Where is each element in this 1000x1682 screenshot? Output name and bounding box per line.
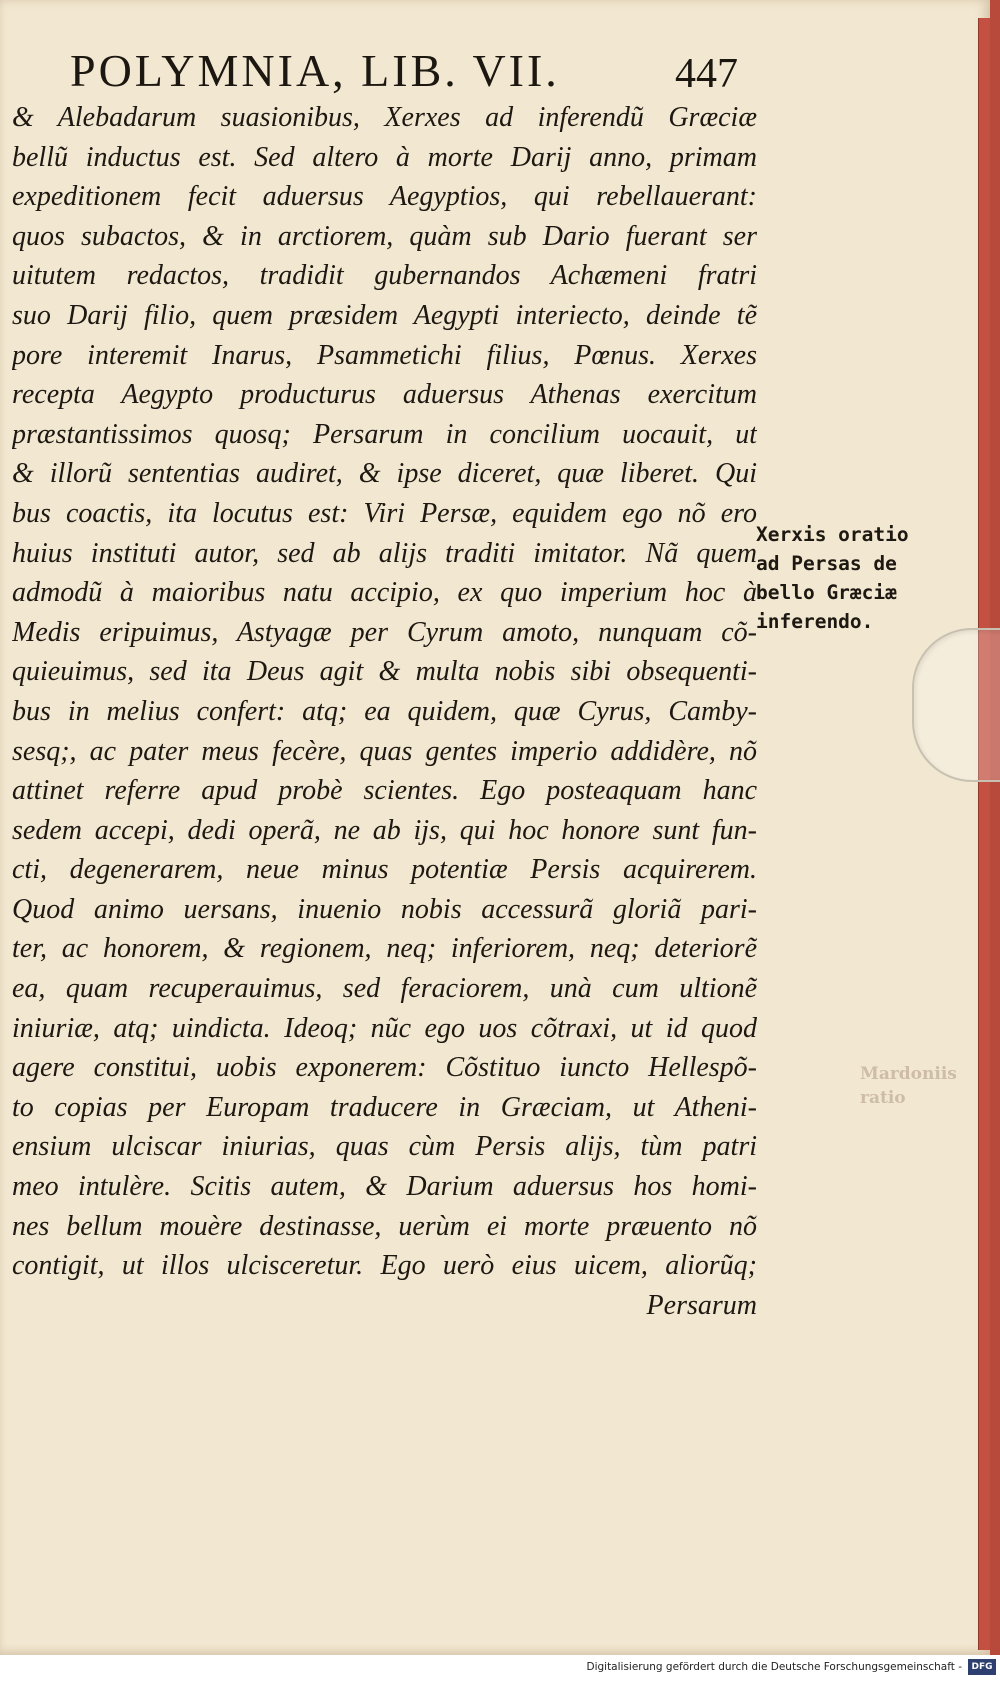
text-line: ter, ac honorem, & regionem, neq; inferiorem, neq; deteriorẽ [12, 933, 757, 965]
margin-note-line: ad Persas de [756, 552, 897, 575]
text-line: quos subactos, & in arctiorem, quàm sub Dario fuerant ser [12, 220, 757, 252]
text-line: agere constitui, uobis exponerem: Cõstituo iuncto Hellespõ- [12, 1052, 757, 1084]
margin-note-line: inferendo. [756, 610, 874, 633]
text-line: to copias per Europam traducere in Græciam, ut Atheni- [12, 1091, 757, 1123]
text-line: pore interemit Inarus, Psammetichi filius, Pœnus. Xerxes [12, 339, 757, 371]
text-line: contigit, ut illos ulcisceretur. Ego uerò eius uicem, aliorũq; [12, 1250, 757, 1282]
footer-bar [0, 1655, 1000, 1682]
catchword: Persarum [646, 1289, 757, 1321]
text-line: bus coactis, ita locutus est: Viri Persæ, equidem ego nõ ero [12, 497, 757, 529]
book-edge [990, 0, 1000, 1655]
text-line: bellũ inductus est. Sed altero à morte Darij anno, primam [12, 141, 757, 173]
text-line: & Alebadarum suasionibus, Xerxes ad inferendũ Græciæ [12, 102, 757, 133]
text-line: ensium ulciscar iniurias, quas cùm Persis alijs, tùm patri [12, 1131, 757, 1163]
text-line: præstantissimos quosq; Persarum in concilium uocauit, ut [12, 418, 757, 450]
text-line: sesq;, ac pater meus fecère, quas gentes imperio addidère, nõ [12, 735, 757, 767]
text-line: bus in melius confert: atq; ea quidem, quæ Cyrus, Camby- [12, 695, 757, 727]
text-line: meo intulère. Scitis autem, & Darium aduersus hos homi- [12, 1171, 757, 1203]
text-line: admodũ à maioribus natu accipio, ex quo imperium hoc à [12, 577, 757, 609]
text-line: & illorũ sententias audiret, & ipse diceret, quæ liberet. Qui [12, 458, 757, 490]
funding-credit: Digitalisierung gefördert durch die Deutsche Forschungsgemeinschaft - [586, 1661, 962, 1673]
show-through-note [860, 1062, 970, 1110]
text-line: Quod animo uersans, inuenio nobis accessurã gloriã pari- [12, 893, 757, 925]
text-line: cti, degenerarem, neue minus potentiæ Persis acquirerem. [12, 854, 757, 886]
margin-note-line: Xerxis oratio [756, 523, 909, 546]
text-line: sedem accepi, dedi operã, ne ab ijs, qui hoc honore sunt fun- [12, 814, 757, 846]
text-line: attinet referre apud probè scientes. Ego posteaquam hanc [12, 775, 757, 807]
text-line: expeditionem fecit aduersus Aegyptios, qui rebellauerant: [12, 181, 757, 213]
running-head: POLYMNIA, LIB. VII. [70, 45, 560, 96]
text-line: nes bellum mouère destinasse, uerùm ei morte præuento nõ [12, 1210, 757, 1242]
text-line: uitutem redactos, tradidit gubernandos Achæmeni fratri [12, 260, 757, 292]
text-line: huius instituti autor, sed ab alijs traditi imitator. Nã quem [12, 537, 757, 569]
page-header [0, 24, 990, 97]
text-line: ea, quam recuperauimus, sed feraciorem, unà cum ultionẽ [12, 973, 757, 1005]
dfg-logo: DFG [968, 1659, 996, 1675]
page-clip [912, 628, 1000, 782]
margin-note-line: bello Græciæ [756, 581, 897, 604]
text-line: recepta Aegypto producturus aduersus Athenas exercitum [12, 379, 757, 411]
margin-note [756, 520, 916, 636]
text-line: quieuimus, sed ita Deus agit & multa nobis sibi obsequenti- [12, 656, 757, 688]
show-through-line: Mardoniis [860, 1064, 957, 1084]
text-line: Medis eripuimus, Astyagæ per Cyrum amoto, nunquam cõ- [12, 616, 757, 648]
text-line: suo Darij filio, quem præsidem Aegypti interiecto, deinde tẽ [12, 299, 757, 331]
page-number: 447 [675, 51, 738, 97]
body-text [12, 98, 757, 1325]
show-through-line: ratio [860, 1088, 906, 1108]
text-line: iniuriæ, atq; uindicta. Ideoq; nũc ego uos cõtraxi, ut id quod [12, 1012, 757, 1044]
